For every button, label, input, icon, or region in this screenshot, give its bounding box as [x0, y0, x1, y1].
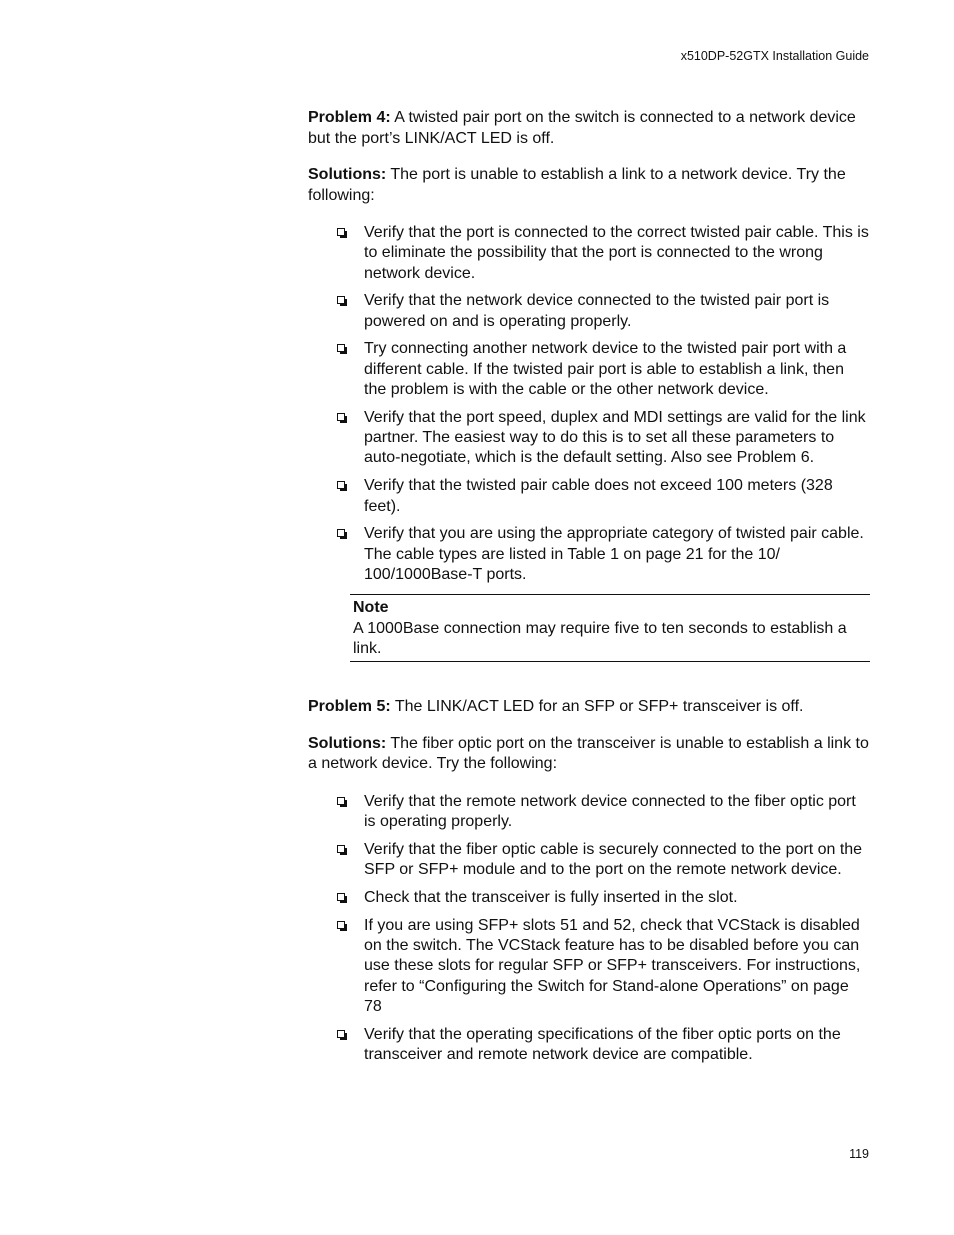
checkbox-bullet-icon [337, 296, 345, 304]
list-item-text: Verify that the twisted pair cable does not exceed 100 meters (328 feet). [364, 477, 833, 515]
page-number: 119 [849, 1147, 869, 1161]
note-box [350, 594, 870, 662]
checkbox-bullet-icon [337, 893, 345, 901]
list-item [337, 840, 870, 881]
checkbox-bullet-icon [337, 845, 345, 853]
list-item-text: Verify that the port speed, duplex and MDI settings are valid for the link partner. The easiest way to do this is to set all these parameters to auto-negotiate, which is the default setting. Also see Problem 6. [364, 408, 866, 467]
checkbox-bullet-icon [337, 413, 345, 421]
checkbox-bullet-icon [337, 1030, 345, 1038]
list-item [337, 792, 870, 833]
list-item [337, 339, 870, 400]
list-item-text: Verify that the port is connected to the correct twisted pair cable. This is to eliminate the possibility that the port is connected to the wrong network device. [364, 224, 869, 282]
note-text: A 1000Base connection may require five to ten seconds to establish a link. [353, 619, 847, 657]
list-item [337, 916, 870, 1017]
list-item-text: Verify that the network device connected to the twisted pair port is powered on and is operating properly. [364, 292, 830, 330]
list-item-text: Check that the transceiver is fully inserted in the slot. [364, 888, 738, 906]
list-item [337, 888, 870, 908]
solutions-label: Solutions: [308, 166, 387, 183]
checkbox-bullet-icon [337, 797, 345, 805]
running-header: x510DP-52GTX Installation Guide [680, 49, 869, 63]
problem-5-label: Problem 5: [308, 698, 391, 716]
list-item [337, 291, 870, 332]
solutions-text: The port is unable to establish a link to a network device. Try the following: [308, 166, 846, 204]
solutions-label: Solutions: [308, 734, 387, 752]
list-item [337, 524, 870, 585]
problem-5-text: The LINK/ACT LED for an SFP or SFP+ transceiver is off. [390, 698, 804, 716]
problem-5-statement [308, 697, 870, 718]
note-title: Note [353, 599, 389, 617]
list-item-text: Verify that the operating specifications of the fiber optic ports on the transceiver and remote network device are compatible. [364, 1025, 841, 1063]
problem-5-solutions [308, 734, 870, 775]
list-item-text: Try connecting another network device to the twisted pair port with a different cable. If the twisted pair port is able to establish a link, then the problem is with the cable or the other network device. [364, 340, 847, 399]
list-item [337, 408, 870, 469]
list-item-text: Verify that the fiber optic cable is securely connected to the port on the SFP or SFP+ module and to the port on the remote network device. [364, 840, 863, 879]
list-item-text: Verify that you are using the appropriate category of twisted pair cable. The cable types are listed in Table 1 on page 21 for the 10/ 100/1000Base-T ports. [364, 525, 864, 583]
problem-5-solution-list [308, 792, 870, 1066]
list-item-text: If you are using SFP+ slots 51 and 52, check that VCStack is disabled on the switch. The VCStack feature has to be disabled before you can use these slots for regular SFP or SFP+ transceivers. For instructions, refer to “Configuring the Switch for Stand-alone Operations” on page 78 [364, 916, 861, 1015]
list-item [337, 476, 870, 517]
problem-4-text: A twisted pair port on the switch is connected to a network device but the port’s LINK/ACT LED is off. [308, 109, 856, 147]
list-item [337, 223, 870, 284]
list-item-text: Verify that the remote network device connected to the fiber optic port is operating properly. [364, 792, 856, 830]
page-content [308, 108, 870, 1073]
checkbox-bullet-icon [337, 228, 345, 236]
problem-4-statement [308, 108, 870, 149]
solutions-text: The fiber optic port on the transceiver is unable to establish a link to a network device. Try the following: [308, 734, 869, 773]
checkbox-bullet-icon [337, 344, 345, 352]
problem-4-label: Problem 4: [308, 109, 391, 126]
checkbox-bullet-icon [337, 481, 345, 489]
checkbox-bullet-icon [337, 529, 345, 537]
list-item [337, 1025, 870, 1066]
problem-4-solution-list [308, 223, 870, 585]
problem-4-solutions [308, 165, 870, 206]
checkbox-bullet-icon [337, 921, 345, 929]
